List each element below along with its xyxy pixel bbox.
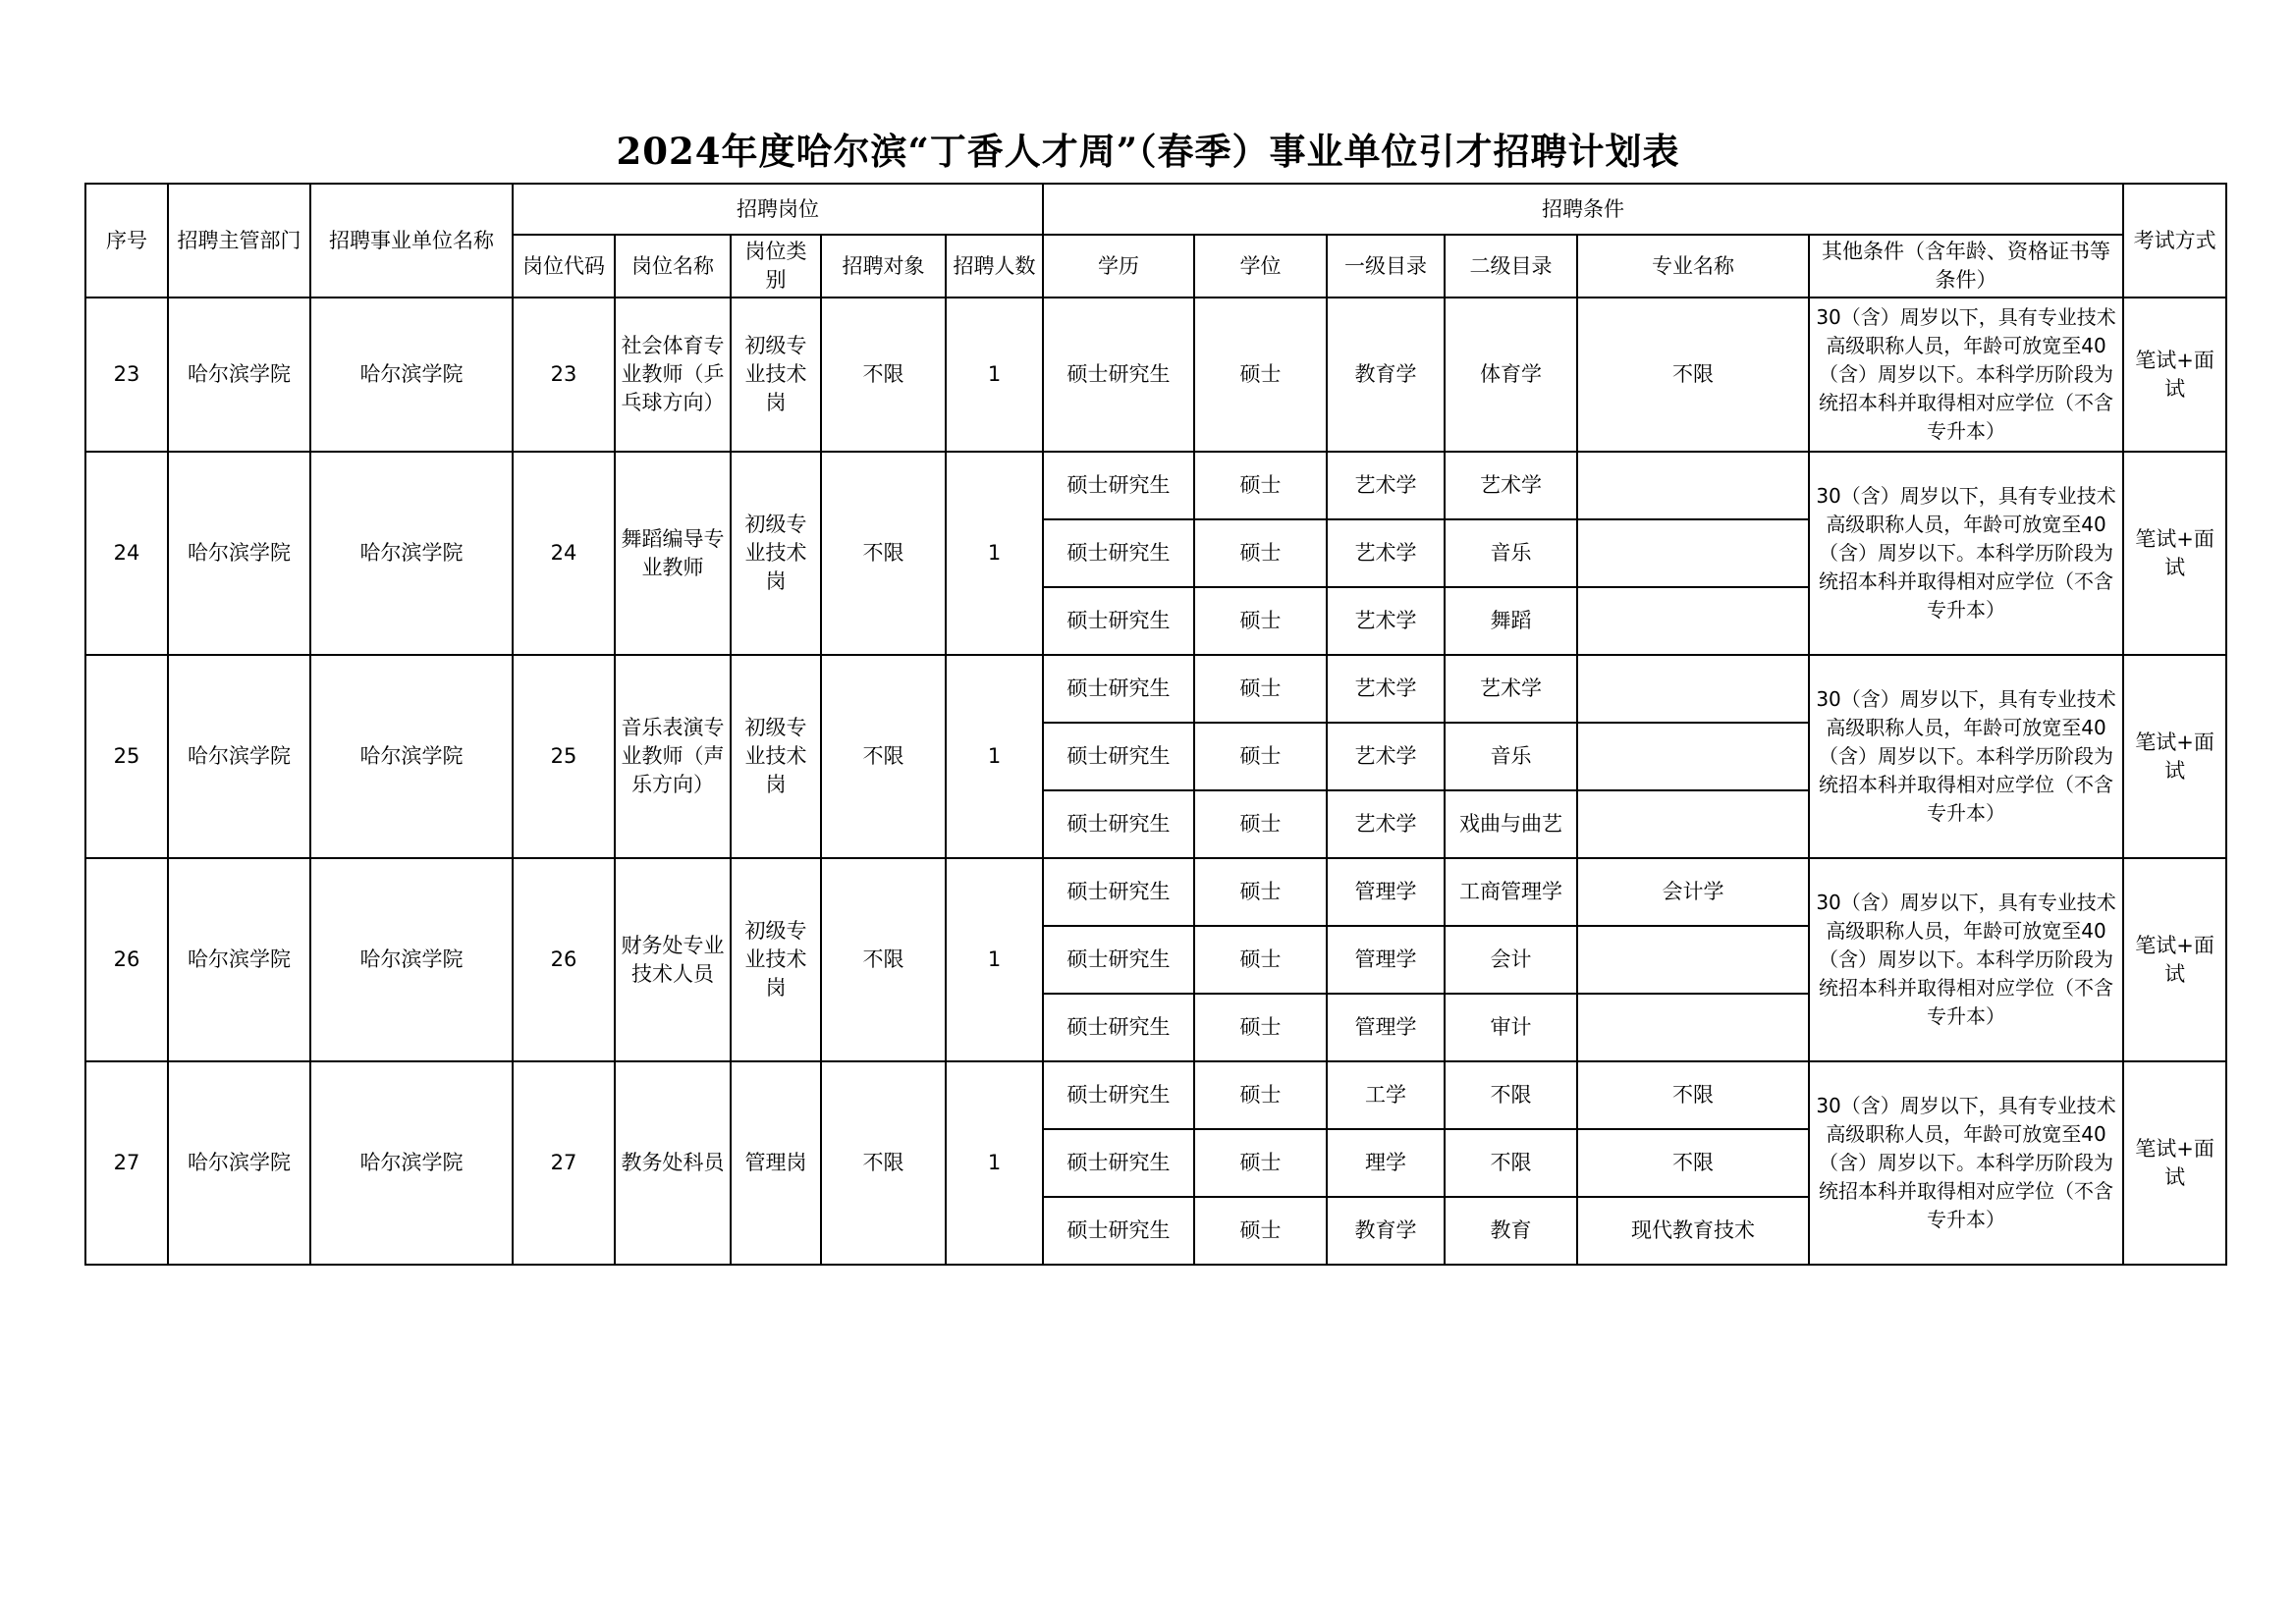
cell-dept: 哈尔滨学院 (168, 655, 310, 858)
cell-education: 硕士研究生 (1043, 1129, 1194, 1197)
cell-other: 30（含）周岁以下，具有专业技术高级职称人员，年龄可放宽至40（含）周岁以下。本科学历阶段为统招本科并取得相对应学位（不含专升本） (1809, 298, 2123, 452)
cell-dept: 哈尔滨学院 (168, 298, 310, 452)
cell-education: 硕士研究生 (1043, 790, 1194, 858)
cell-major: 不限 (1577, 1061, 1809, 1129)
header-count: 招聘人数 (946, 235, 1043, 298)
cell-major (1577, 790, 1809, 858)
cell-degree: 硕士 (1194, 1129, 1327, 1197)
cell-degree: 硕士 (1194, 723, 1327, 790)
cell-other: 30（含）周岁以下，具有专业技术高级职称人员，年龄可放宽至40（含）周岁以下。本科学历阶段为统招本科并取得相对应学位（不含专升本） (1809, 858, 2123, 1061)
cell-major (1577, 723, 1809, 790)
cell-education: 硕士研究生 (1043, 655, 1194, 723)
cell-level1: 教育学 (1327, 298, 1445, 452)
cell-education: 硕士研究生 (1043, 1197, 1194, 1265)
cell-education: 硕士研究生 (1043, 587, 1194, 655)
cell-major (1577, 452, 1809, 519)
cell-count: 1 (946, 655, 1043, 858)
cell-pos-code: 24 (513, 452, 615, 655)
header-pos-type: 岗位类别 (731, 235, 821, 298)
table-header (85, 184, 2226, 298)
table-row (85, 298, 2226, 452)
cell-level2: 戏曲与曲艺 (1445, 790, 1577, 858)
cell-level1: 艺术学 (1327, 723, 1445, 790)
cell-level2: 会计 (1445, 926, 1577, 994)
cell-unit: 哈尔滨学院 (310, 655, 513, 858)
cell-degree: 硕士 (1194, 452, 1327, 519)
cell-education: 硕士研究生 (1043, 858, 1194, 926)
cell-pos-code: 27 (513, 1061, 615, 1265)
cell-education: 硕士研究生 (1043, 926, 1194, 994)
cell-exam: 笔试+面试 (2123, 858, 2226, 1061)
cell-pos-code: 25 (513, 655, 615, 858)
cell-level1: 工学 (1327, 1061, 1445, 1129)
cell-education: 硕士研究生 (1043, 994, 1194, 1061)
cell-major (1577, 655, 1809, 723)
cell-level1: 理学 (1327, 1129, 1445, 1197)
cell-major: 现代教育技术 (1577, 1197, 1809, 1265)
cell-pos-type: 初级专业技术岗 (731, 452, 821, 655)
table-body (85, 298, 2226, 1265)
header-unit: 招聘事业单位名称 (310, 184, 513, 298)
cell-level2: 音乐 (1445, 723, 1577, 790)
cell-education: 硕士研究生 (1043, 452, 1194, 519)
cell-exam: 笔试+面试 (2123, 655, 2226, 858)
cell-pos-type: 初级专业技术岗 (731, 655, 821, 858)
cell-count: 1 (946, 298, 1043, 452)
cell-exam: 笔试+面试 (2123, 1061, 2226, 1265)
cell-level1: 艺术学 (1327, 452, 1445, 519)
table-row (85, 452, 2226, 519)
table-row (85, 1061, 2226, 1129)
cell-count: 1 (946, 1061, 1043, 1265)
cell-education: 硕士研究生 (1043, 519, 1194, 587)
cell-degree: 硕士 (1194, 1197, 1327, 1265)
cell-seq: 27 (85, 1061, 168, 1265)
cell-level1: 管理学 (1327, 994, 1445, 1061)
cell-pos-code: 26 (513, 858, 615, 1061)
cell-level1: 管理学 (1327, 858, 1445, 926)
cell-unit: 哈尔滨学院 (310, 452, 513, 655)
cell-exam: 笔试+面试 (2123, 452, 2226, 655)
cell-dept: 哈尔滨学院 (168, 858, 310, 1061)
cell-education: 硕士研究生 (1043, 298, 1194, 452)
cell-count: 1 (946, 858, 1043, 1061)
header-pos-name: 岗位名称 (615, 235, 731, 298)
document-title: 2024年度哈尔滨“丁香人才周”（春季）事业单位引才招聘计划表 (616, 130, 1680, 173)
cell-pos-type: 管理岗 (731, 1061, 821, 1265)
cell-pos-name: 社会体育专业教师（乒乓球方向） (615, 298, 731, 452)
cell-seq: 25 (85, 655, 168, 858)
header-major: 专业名称 (1577, 235, 1809, 298)
cell-unit: 哈尔滨学院 (310, 858, 513, 1061)
header-pos-code: 岗位代码 (513, 235, 615, 298)
cell-level2: 教育 (1445, 1197, 1577, 1265)
cell-level2: 不限 (1445, 1129, 1577, 1197)
cell-seq: 26 (85, 858, 168, 1061)
cell-level1: 艺术学 (1327, 519, 1445, 587)
cell-dept: 哈尔滨学院 (168, 1061, 310, 1265)
cell-target: 不限 (821, 858, 946, 1061)
header-level2: 二级目录 (1445, 235, 1577, 298)
header-position-group: 招聘岗位 (513, 184, 1043, 235)
header-condition-group: 招聘条件 (1043, 184, 2123, 235)
cell-major: 会计学 (1577, 858, 1809, 926)
cell-degree: 硕士 (1194, 587, 1327, 655)
cell-major (1577, 994, 1809, 1061)
cell-other: 30（含）周岁以下，具有专业技术高级职称人员，年龄可放宽至40（含）周岁以下。本科学历阶段为统招本科并取得相对应学位（不含专升本） (1809, 452, 2123, 655)
cell-pos-code: 23 (513, 298, 615, 452)
cell-degree: 硕士 (1194, 994, 1327, 1061)
cell-education: 硕士研究生 (1043, 723, 1194, 790)
cell-pos-type: 初级专业技术岗 (731, 858, 821, 1061)
cell-level2: 音乐 (1445, 519, 1577, 587)
cell-seq: 23 (85, 298, 168, 452)
cell-level2: 舞蹈 (1445, 587, 1577, 655)
cell-target: 不限 (821, 452, 946, 655)
cell-level1: 管理学 (1327, 926, 1445, 994)
cell-count: 1 (946, 452, 1043, 655)
recruitment-plan-table (84, 183, 2227, 1266)
cell-unit: 哈尔滨学院 (310, 1061, 513, 1265)
cell-degree: 硕士 (1194, 298, 1327, 452)
cell-major (1577, 587, 1809, 655)
cell-target: 不限 (821, 1061, 946, 1265)
header-level1: 一级目录 (1327, 235, 1445, 298)
header-degree: 学位 (1194, 235, 1327, 298)
cell-level2: 体育学 (1445, 298, 1577, 452)
cell-pos-name: 财务处专业技术人员 (615, 858, 731, 1061)
cell-pos-name: 舞蹈编导专业教师 (615, 452, 731, 655)
cell-level2: 工商管理学 (1445, 858, 1577, 926)
cell-level1: 艺术学 (1327, 790, 1445, 858)
cell-degree: 硕士 (1194, 1061, 1327, 1129)
header-target: 招聘对象 (821, 235, 946, 298)
cell-pos-name: 教务处科员 (615, 1061, 731, 1265)
cell-other: 30（含）周岁以下，具有专业技术高级职称人员，年龄可放宽至40（含）周岁以下。本科学历阶段为统招本科并取得相对应学位（不含专升本） (1809, 655, 2123, 858)
cell-dept: 哈尔滨学院 (168, 452, 310, 655)
cell-level1: 教育学 (1327, 1197, 1445, 1265)
table-row (85, 858, 2226, 926)
table-row (85, 655, 2226, 723)
cell-major: 不限 (1577, 1129, 1809, 1197)
cell-degree: 硕士 (1194, 655, 1327, 723)
cell-major (1577, 926, 1809, 994)
header-dept: 招聘主管部门 (168, 184, 310, 298)
cell-unit: 哈尔滨学院 (310, 298, 513, 452)
cell-degree: 硕士 (1194, 519, 1327, 587)
cell-target: 不限 (821, 298, 946, 452)
cell-degree: 硕士 (1194, 790, 1327, 858)
cell-degree: 硕士 (1194, 858, 1327, 926)
cell-level1: 艺术学 (1327, 655, 1445, 723)
cell-pos-type: 初级专业技术岗 (731, 298, 821, 452)
cell-level2: 审计 (1445, 994, 1577, 1061)
cell-major: 不限 (1577, 298, 1809, 452)
header-other: 其他条件（含年龄、资格证书等条件） (1809, 235, 2123, 298)
cell-target: 不限 (821, 655, 946, 858)
cell-level2: 不限 (1445, 1061, 1577, 1129)
cell-education: 硕士研究生 (1043, 1061, 1194, 1129)
cell-level2: 艺术学 (1445, 655, 1577, 723)
cell-degree: 硕士 (1194, 926, 1327, 994)
header-exam: 考试方式 (2123, 184, 2226, 298)
cell-level1: 艺术学 (1327, 587, 1445, 655)
cell-level2: 艺术学 (1445, 452, 1577, 519)
cell-major (1577, 519, 1809, 587)
cell-pos-name: 音乐表演专业教师（声乐方向） (615, 655, 731, 858)
header-education: 学历 (1043, 235, 1194, 298)
cell-exam: 笔试+面试 (2123, 298, 2226, 452)
cell-other: 30（含）周岁以下，具有专业技术高级职称人员，年龄可放宽至40（含）周岁以下。本科学历阶段为统招本科并取得相对应学位（不含专升本） (1809, 1061, 2123, 1265)
cell-seq: 24 (85, 452, 168, 655)
header-seq: 序号 (85, 184, 168, 298)
